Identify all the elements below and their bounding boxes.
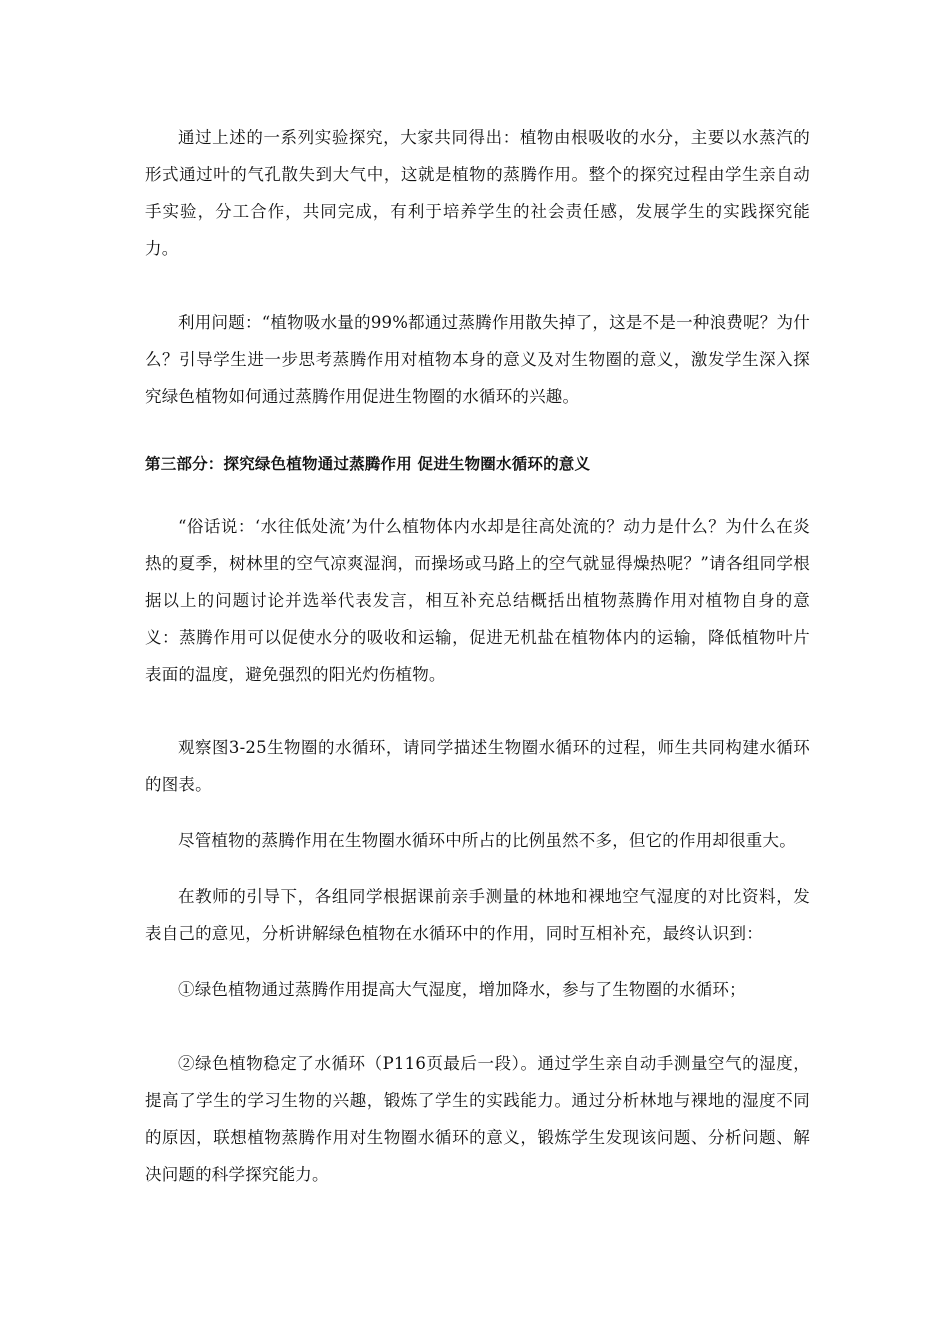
paragraph-teacher-guidance: 在教师的引导下，各组同学根据课前亲手测量的林地和裸地空气湿度的对比资料，发表自己的意见，分析讲解绿色植物在水循环中的作用，同时互相补充，最终认识到： xyxy=(145,887,810,943)
paragraph-question-waste: 利用问题：“植物吸水量的99%都通过蒸腾作用散失掉了，这是不是一种浪费呢？为什么？引导学生进一步思考蒸腾作用对植物本身的意义及对生物圈的意义，激发学生深入探究绿色植物如何通过蒸腾作用促进生物圈的水循环的兴趣。 xyxy=(145,313,810,406)
list-item-point-one: ①绿色植物通过蒸腾作用提高大气湿度，增加降水，参与了生物圈的水循环； xyxy=(178,980,746,999)
paragraph-observe-figure: 观察图3-25生物圈的水循环，请同学描述生物圈水循环的过程，师生共同构建水循环的图表。 xyxy=(145,738,810,794)
paragraph-proverb-discussion: “俗话说：‘水往低处流’为什么植物体内水却是往高处流的？动力是什么？为什么在炎热的夏季，树林里的空气凉爽湿润，而操场或马路上的空气就显得燥热呢？”请各组同学根据以上的问题讨论并选举代表发言，相互补充总结概括出植物蒸腾作用对植物自身的意义：蒸腾作用可以促使水分的吸收和运输，促进无机盐在植物体内的运输，降低植物叶片表面的温度，避免强烈的阳光灼伤植物。 xyxy=(145,517,810,684)
paragraph-transpiration-importance: 尽管植物的蒸腾作用在生物圈水循环中所占的比例虽然不多，但它的作用却很重大。 xyxy=(178,831,796,850)
paragraph-experiment-conclusion: 通过上述的一系列实验探究，大家共同得出：植物由根吸收的水分，主要以水蒸汽的形式通过叶的气孔散失到大气中，这就是植物的蒸腾作用。整个的探究过程由学生亲自动手实验，分工合作，共同完成，有利于培养学生的社会责任感，发展学生的实践探究能力。 xyxy=(145,128,810,258)
list-item-point-two: ②绿色植物稳定了水循环（P116页最后一段）。通过学生亲自动手测量空气的湿度，提高了学生的学习生物的兴趣，锻炼了学生的实践能力。通过分析林地与裸地的湿度不同的原因，联想植物蒸腾作用对生物圈水循环的意义，锻炼学生发现该问题、分析问题、解决问题的科学探究能力。 xyxy=(145,1054,810,1184)
section-heading-part-three: 第三部分：探究绿色植物通过蒸腾作用 促进生物圈水循环的意义 xyxy=(145,455,591,473)
